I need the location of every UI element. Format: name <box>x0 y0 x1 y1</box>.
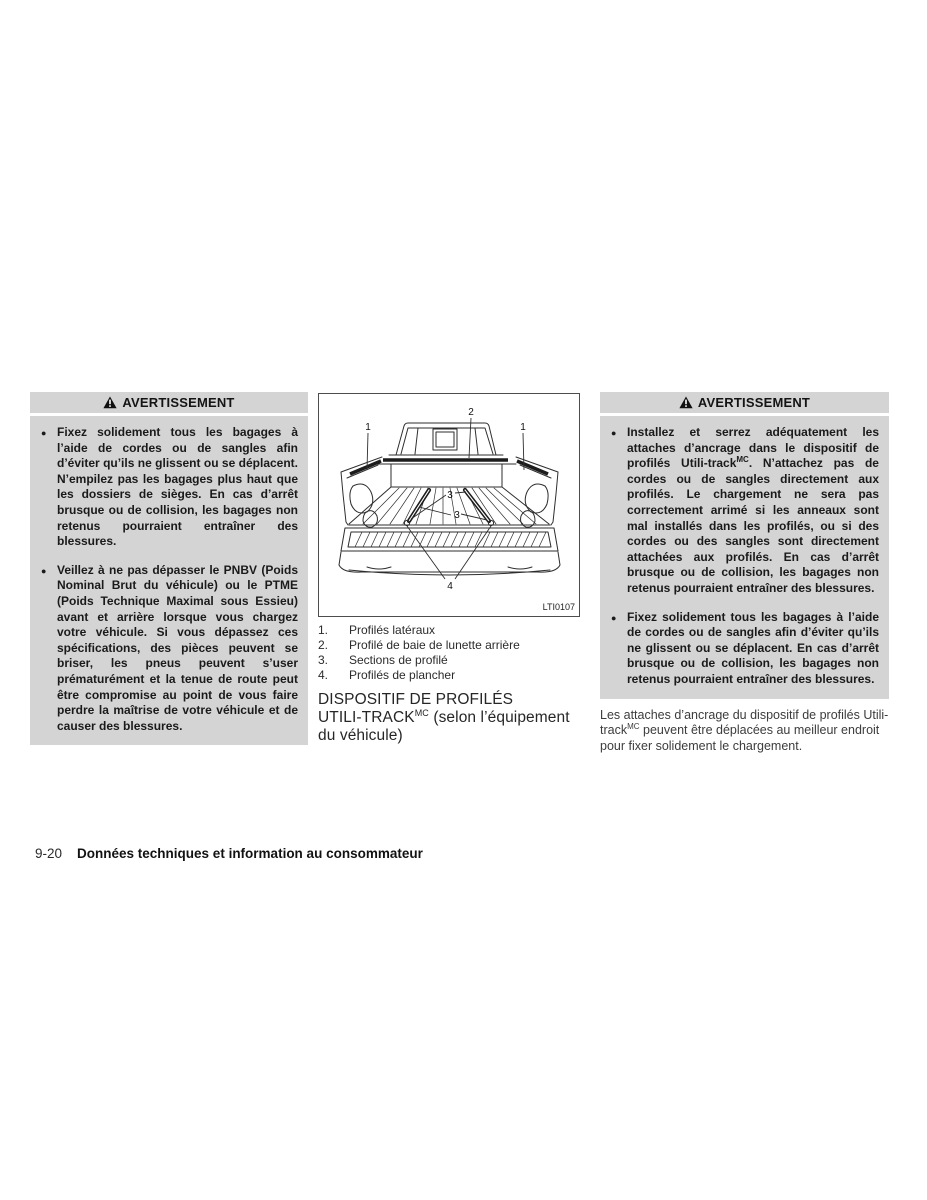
legend-label: Profilés latéraux <box>349 623 436 637</box>
callout-1-right: 1 <box>520 422 526 433</box>
warning-text: Fixez solidement tous les bagages à l’aide de cordes ou de sangles afin d’éviter qu’ils ne glissent ou se déplacent. En cas d’arrêt brusque ou de collision, les bagages non retenus pourraient entraîner des blessures. <box>627 609 879 686</box>
footer-section-title: Données techniques et information au consommateur <box>77 846 423 861</box>
warning-bullet-item <box>610 610 879 688</box>
legend-number: 4. <box>318 668 329 682</box>
trademark-superscript: MC <box>736 455 749 465</box>
note-text: peuvent être déplacées au meilleur endroit pour fixer solidement le chargement. <box>600 723 880 753</box>
bullet-icon <box>611 610 616 627</box>
warning-triangle-icon <box>679 396 693 409</box>
warning-title: AVERTISSEMENT <box>122 395 235 410</box>
legend-item <box>318 653 580 668</box>
warning-triangle-icon <box>103 396 117 409</box>
note-paragraph <box>600 708 889 755</box>
legend-item <box>318 638 580 653</box>
legend-label: Profilé de baie de lunette arrière <box>349 638 520 652</box>
legend-label: Sections de profilé <box>349 653 448 667</box>
figure-legend <box>318 623 580 683</box>
warning-body <box>30 416 308 745</box>
warning-text: Veillez à ne pas dépasser le PNBV (Poids Nominal Brut du véhicule) ou le PTME (Poids Technique Maximal sous Essieu) avant et arrière lorsque vous chargez votre véhicule. Si vous dépassez ces spécifications, des pièces peuvent se briser, les pneus peuvent s’user prématurément et la tenue de route peut être compromise au point de vous faire perdre la maîtrise de votre véhicule et de causer des blessures. <box>57 562 298 733</box>
callout-3a: 3 <box>447 490 453 501</box>
callout-2: 2 <box>468 407 474 418</box>
heading-line2-rest: (selon l’équipement du véhicule) <box>318 709 570 744</box>
section-heading <box>318 691 576 745</box>
warning-bullet-item <box>610 425 879 597</box>
callout-1-left: 1 <box>365 422 371 433</box>
warning-text: . N’attachez pas de cordes ou de sangles directement aux profilés. Le chargement ne sera pas correctement arrimé si les anneaux sont mal installés dans les profilés, ou si des cordes ou des sangles sont directement attachées aux profilés. En cas d’arrêt brusque ou de collision, les bagages non retenus pourraient entraîner des blessures. <box>627 456 879 595</box>
bullet-icon <box>41 425 46 442</box>
legend-number: 2. <box>318 638 329 652</box>
page-number: 9-20 <box>35 846 63 861</box>
warning-title-bar <box>30 392 308 413</box>
warning-title-bar <box>600 392 889 413</box>
warning-text: Installez et serrez adéquatement les attaches d’ancrage dans le dispositif de profilés Utili-track <box>627 425 879 471</box>
trademark-superscript: MC <box>627 721 640 731</box>
legend-item <box>318 623 580 638</box>
trademark-superscript: MC <box>414 707 429 718</box>
warning-box-left <box>30 392 308 745</box>
warning-box-right <box>600 392 889 767</box>
figure-frame <box>318 393 580 617</box>
callout-3b: 3 <box>454 510 460 521</box>
bullet-icon <box>41 563 46 580</box>
page-footer <box>35 846 423 861</box>
note-text: Les attaches d’ancrage du dispositif de profilés Utili-track <box>600 707 889 737</box>
heading-line2: UTILI-TRACK <box>318 709 415 726</box>
legend-number: 1. <box>318 623 329 637</box>
bullet-icon <box>611 425 616 442</box>
legend-number: 3. <box>318 653 329 667</box>
truck-bed-illustration <box>319 394 579 616</box>
heading-line1: DISPOSITIF DE PROFILÉS <box>318 691 514 708</box>
figure-column <box>318 393 580 758</box>
warning-bullet-item <box>40 425 298 550</box>
warning-text: Fixez solidement tous les bagages à l’aide de cordes ou de sangles afin d’éviter qu’ils ne glissent ou se déplacent. N’empilez pas les bagages plus haut que les dossiers de sièges. En cas d’arrêt brusque ou de collision, les bagages non retenus pourraient entraîner des blessures. <box>57 425 298 549</box>
warning-title: AVERTISSEMENT <box>697 395 811 410</box>
warning-body <box>600 416 889 699</box>
figure-code: LTI0107 <box>542 602 575 612</box>
legend-label: Profilés de plancher <box>349 668 456 682</box>
warning-bullet-item <box>40 563 298 735</box>
callout-4: 4 <box>447 581 453 592</box>
legend-item <box>318 668 580 683</box>
